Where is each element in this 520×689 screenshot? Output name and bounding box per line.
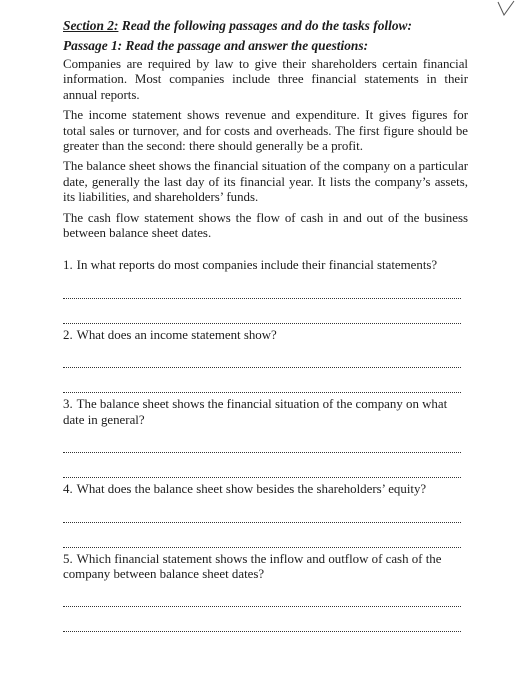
question-number: 1.: [63, 258, 73, 273]
section-instruction: Read the following passages and do the tasks follow:: [118, 18, 412, 33]
question-prompt: Which financial statement shows the inflow and outflow of cash of the company between balance sheet dates?: [63, 551, 442, 581]
answer-line[interactable]: [63, 586, 461, 607]
answer-line[interactable]: [63, 432, 461, 453]
passage-title: Passage 1: Read the passage and answer the questions:: [63, 38, 369, 53]
section-heading: [63, 18, 468, 34]
question-prompt: What does an income statement show?: [76, 327, 277, 342]
passage-paragraph: The balance sheet shows the financial situation of the company on a particular date, generally the last day of its financial year. It lists the company’s assets, its liabilities, and shareholders’ funds.: [63, 159, 468, 205]
passage-paragraph: The cash flow statement shows the flow of cash in and out of the business between balance sheet dates.: [63, 210, 468, 241]
passage-paragraph: Companies are required by law to give their shareholders certain financial information. Most companies include three financial statements in their annual reports.: [63, 57, 468, 102]
question-number: 3.: [63, 397, 73, 412]
worksheet-content: [63, 18, 468, 636]
question-block: [63, 258, 468, 323]
check-mark-icon: [496, 0, 516, 18]
question-block: [63, 397, 468, 478]
question-number: 5.: [63, 551, 73, 566]
question-text: [63, 328, 468, 343]
question-text: [63, 552, 468, 583]
question-number: 4.: [63, 482, 73, 497]
answer-line[interactable]: [63, 527, 461, 548]
answer-line[interactable]: [63, 278, 461, 299]
question-text: [63, 482, 468, 497]
answer-line[interactable]: [63, 457, 461, 478]
question-number: 2.: [63, 327, 73, 342]
question-block: [63, 552, 468, 633]
question-prompt: What does the balance sheet show besides the shareholders’ equity?: [76, 482, 427, 497]
answer-line[interactable]: [63, 372, 461, 393]
answer-line[interactable]: [63, 347, 461, 368]
passage-paragraph: The income statement shows revenue and expenditure. It gives figures for total sales or turnover, and for costs and overheads. The first figure should be greater than the second: there should generally be a profit.: [63, 108, 468, 154]
question-block: [63, 482, 468, 547]
question-text: [63, 397, 468, 428]
answer-line[interactable]: [63, 611, 461, 632]
answer-line[interactable]: [63, 303, 461, 324]
question-prompt: The balance sheet shows the financial situation of the company on what date in general?: [63, 397, 448, 427]
question-text: [63, 258, 468, 273]
answer-line[interactable]: [63, 502, 461, 523]
question-prompt: In what reports do most companies include their financial statements?: [76, 258, 438, 273]
section-label: Section 2:: [63, 18, 119, 33]
question-block: [63, 328, 468, 393]
question-list: [63, 258, 468, 632]
